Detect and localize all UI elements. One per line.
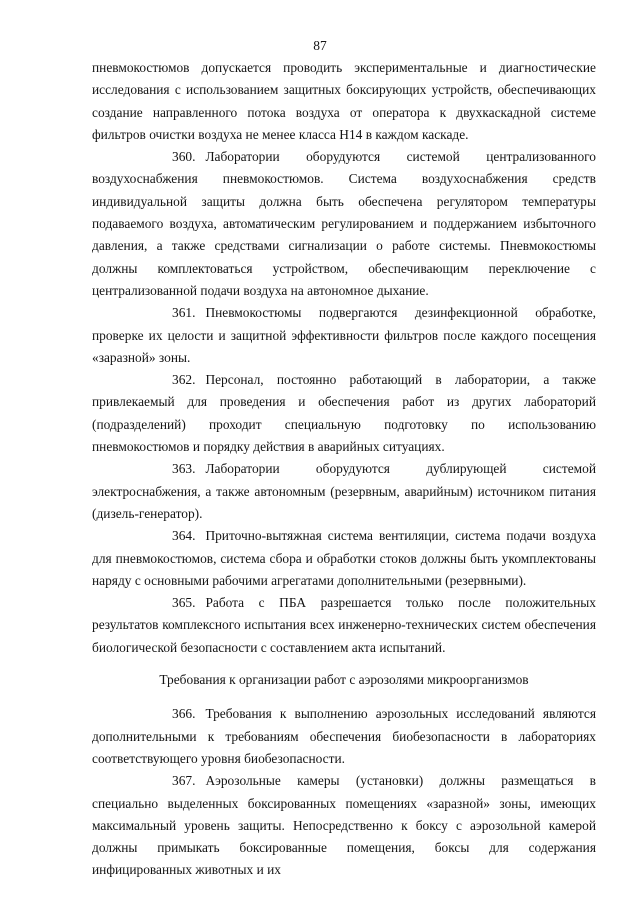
paragraph-text: Приточно-вытяжная система вентиляции, система подачи воздуха для пневмокостюмов, система сбора и обработки стоков должны быть укомплектованы наряду с основными рабочими агрегатами дополнительными (резервными). — [92, 528, 596, 588]
paragraph-text: Аэрозольные камеры (установки) должны размещаться в специально выделенных боксированных помещениях «заразной» зоны, имеющих максимальный уровень защиты. Непосредственно к боксу с аэрозольной камерой должны примыкать боксированные помещения, боксы для содержания инфицированных животных и их — [92, 773, 596, 878]
paragraph-number: 360. — [172, 149, 196, 165]
paragraph-number: 364. — [172, 528, 196, 544]
paragraph-text: Пневмокостюмы подвергаются дезинфекционной обработке, проверке их целости и защитной эффективности фильтров после каждого посещения «заразной» зоны. — [92, 305, 596, 365]
paragraph-number: 367. — [172, 773, 196, 789]
paragraph-number: 365. — [172, 595, 196, 611]
paragraph-364 — [92, 525, 596, 592]
paragraph-367 — [92, 770, 596, 881]
paragraph-text: Персонал, постоянно работающий в лаборатории, а также привлекаемый для проведения и обеспечения работ из других лабораторий (подразделений) проходит специальную подготовку по использованию пневмокостюмов и порядку действия в аварийных ситуациях. — [92, 372, 596, 455]
document-body — [92, 57, 596, 882]
paragraph-365 — [92, 592, 596, 659]
paragraph-continuation — [92, 57, 596, 146]
page-number: 87 — [313, 38, 327, 53]
paragraph-text: Лаборатории оборудуются системой централизованного воздухоснабжения пневмокостюмов. Система воздухоснабжения средств индивидуальной защиты должна быть обеспечена регулятором температуры подаваемого воздуха, автоматическим регулированием и поддержанием избыточного давления, а также средствами сигнализации о работе системы. Пневмокостюмы должны комплектоваться устройством, обеспечивающим переключение с централизованной подачи воздуха на автономное дыхание. — [92, 149, 596, 298]
paragraph-text: Лаборатории оборудуются дублирующей системой электроснабжения, а также автономным (резервным, аварийным) источником питания (дизель-генератор). — [92, 461, 596, 521]
paragraph-number: 366. — [172, 706, 196, 722]
paragraph-text: пневмокостюмов допускается проводить экспериментальные и диагностические исследования с использованием защитных боксирующих устройств, обеспечивающих создание направленного потока воздуха от оператора к двухкаскадной системе фильтров очистки воздуха не менее класса Н14 в каждом каскаде. — [92, 60, 596, 142]
paragraph-362 — [92, 369, 596, 458]
paragraph-363 — [92, 458, 596, 525]
section-heading: Требования к организации работ с аэрозолями микроорганизмов — [159, 672, 529, 688]
paragraph-text: Требования к выполнению аэрозольных исследований являются дополнительными к требованиям обеспечения биобезопасности в лабораториях соответствующего уровня биобезопасности. — [92, 706, 596, 766]
paragraph-number: 363. — [172, 461, 196, 477]
paragraph-number: 362. — [172, 372, 196, 388]
paragraph-361 — [92, 302, 596, 369]
paragraph-366 — [92, 703, 596, 770]
paragraph-360 — [92, 146, 596, 302]
paragraph-number: 361. — [172, 305, 196, 321]
paragraph-text: Работа с ПБА разрешается только после положительных результатов комплексного испытания всех инженерно-технических систем обеспечения биологической безопасности с составлением акта испытаний. — [92, 595, 596, 655]
